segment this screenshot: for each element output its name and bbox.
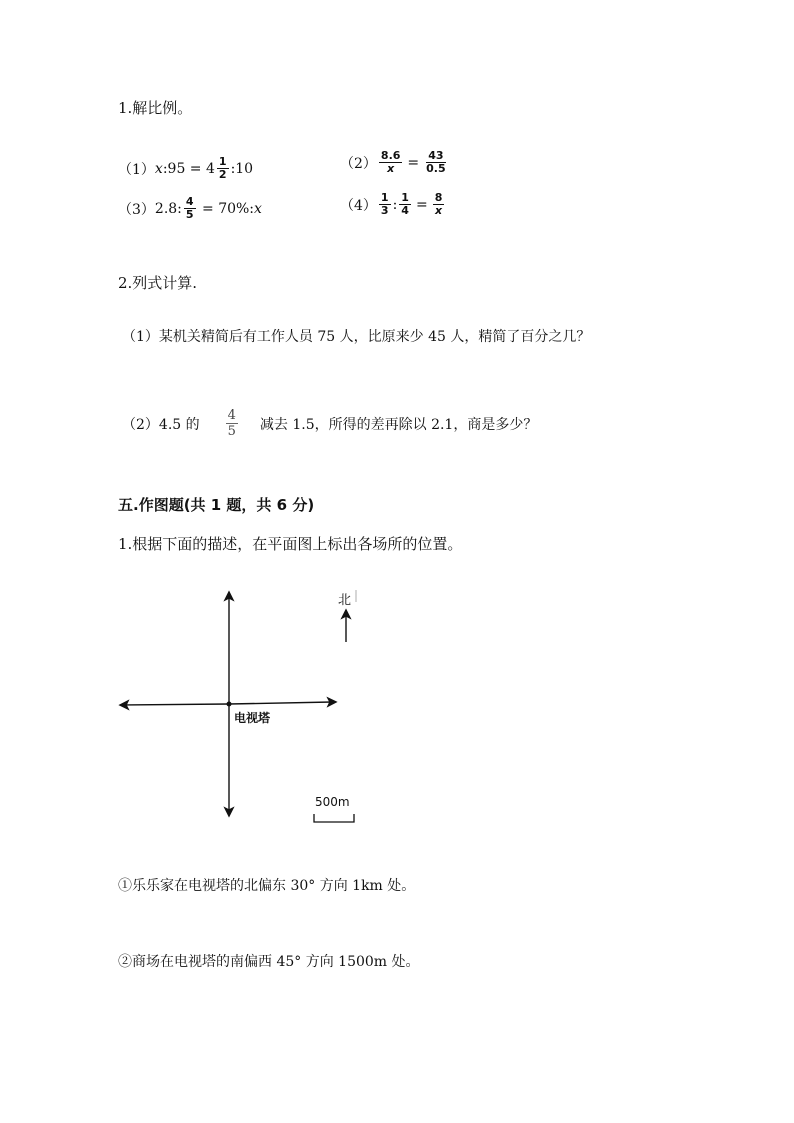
map-diagram	[110, 580, 390, 830]
fraction-denominator: 3	[380, 204, 389, 217]
fraction-denominator: x	[434, 204, 443, 217]
proportion-2-fraction-2	[424, 150, 448, 175]
fraction-numerator: 8	[434, 191, 443, 204]
proportion-4-fraction-3	[433, 192, 445, 217]
proportion-3-pre: 2.8:	[154, 200, 182, 217]
question-1-title: 1.解比例。	[118, 99, 193, 117]
fraction-numerator: 1	[401, 191, 409, 204]
scale-label: 500m	[315, 795, 350, 809]
proportion-4-label: （4）	[340, 197, 377, 214]
question-2-2	[122, 408, 537, 439]
proportion-3-post: = 70%:	[197, 200, 255, 217]
question-2-1: （1）某机关精简后有工作人员 75 人，比原来少 45 人，精简了百分之几？	[122, 329, 591, 345]
proportion-1-lhs: :95 = 4	[162, 160, 215, 177]
fraction-numerator: 4	[185, 195, 194, 208]
fraction-denominator: 0.5	[426, 162, 446, 175]
fraction-numerator: 8.6	[380, 149, 401, 162]
question-2-title: 2.列式计算.	[118, 274, 198, 292]
proportion-1-mixed-fraction	[217, 156, 229, 181]
question-2-2-fraction	[226, 408, 238, 439]
proportion-4-fraction-1	[379, 192, 391, 217]
fraction-numerator: 4	[227, 408, 236, 423]
fraction-denominator: x	[387, 162, 395, 175]
colon: :	[392, 196, 398, 213]
scale-bar	[314, 814, 354, 822]
proportion-2	[340, 150, 450, 175]
proportion-1	[118, 156, 253, 181]
tv-tower-point	[227, 702, 232, 707]
fraction-numerator: 43	[428, 149, 444, 162]
proportion-4-fraction-2	[399, 192, 411, 217]
question-2-2-post: 减去 1.5，所得的差再除以 2.1，商是多少？	[259, 416, 538, 433]
section-5-question-1-title: 1.根据下面的描述，在平面图上标出各场所的位置。	[118, 535, 463, 553]
proportion-4	[340, 192, 446, 217]
proportion-1-label: （1）	[118, 161, 155, 178]
proportion-2-label: （2）	[340, 155, 377, 172]
proportion-3-fraction	[184, 196, 196, 221]
fraction-denominator: 5	[227, 424, 236, 439]
proportion-1-rhs: :10	[230, 160, 254, 177]
north-label: 北	[338, 593, 352, 608]
proportion-1-var: x	[154, 160, 163, 177]
fraction-denominator: 5	[185, 208, 194, 221]
west-axis-arrow	[124, 704, 229, 705]
proportion-3-label: （3）	[118, 201, 155, 218]
equals-sign: =	[407, 154, 420, 171]
diagram-item-1: ①乐乐家在电视塔的北偏东 30° 方向 1km 处。	[118, 878, 416, 894]
fraction-denominator: 2	[218, 168, 227, 181]
proportion-2-fraction-1	[379, 150, 403, 175]
equals-sign: =	[415, 196, 428, 213]
section-5-heading: 五.作图题(共 1 题，共 6 分)	[118, 496, 315, 514]
diagram-item-2: ②商场在电视塔的南偏西 45° 方向 1500m 处。	[118, 954, 420, 970]
fraction-numerator: 1	[380, 191, 389, 204]
fraction-numerator: 1	[218, 155, 227, 168]
question-2-2-pre: （2）4.5 的	[122, 416, 200, 433]
tv-tower-label: 电视塔	[234, 711, 271, 725]
proportion-3-var: x	[254, 200, 262, 217]
east-axis-arrow	[229, 702, 332, 704]
proportion-3	[118, 196, 262, 221]
fraction-denominator: 4	[401, 204, 409, 217]
